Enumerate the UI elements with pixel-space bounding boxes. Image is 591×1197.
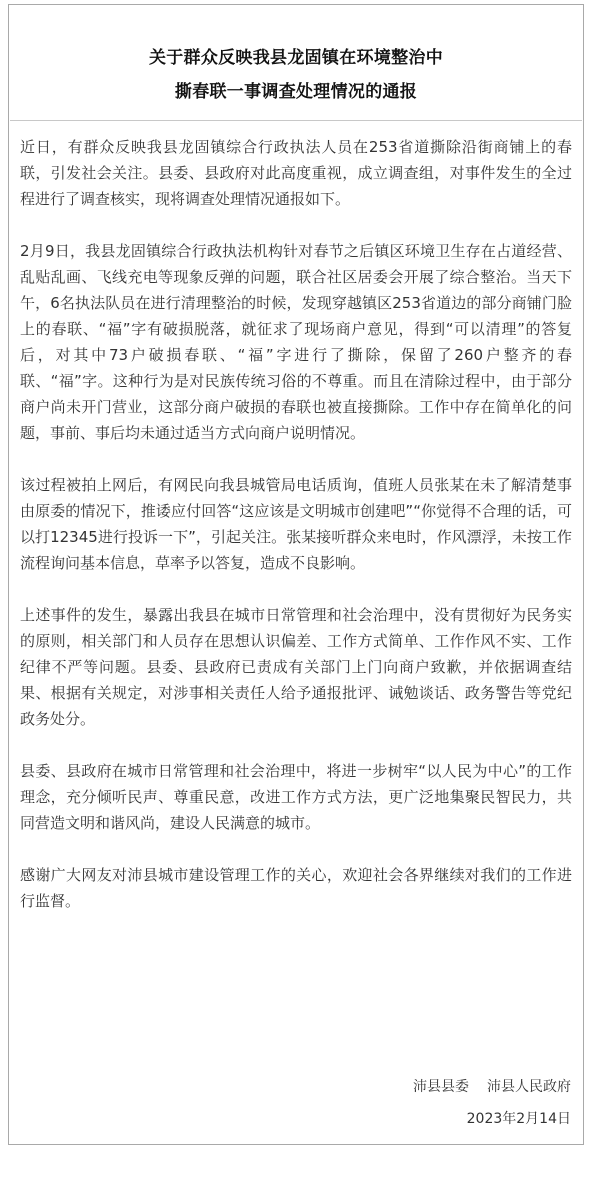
signature-org-county-government: 沛县人民政府 bbox=[487, 1079, 571, 1095]
title-line-2: 撕春联一事调查处理情况的通报 bbox=[174, 82, 418, 102]
paragraph-3: 该过程被拍上网后，有网民向我县城管局电话质询，值班人员张某在未了解清楚事由原委的情况下，推诿应付回答“这应该是文明城市创建吧”“你觉得不合理的话，可以打12345进行投诉一下”，引起关注。张某接听群众来电时，作风漂浮，未按工作流程询问基本信息，草率予以答复，造成不良影响。 bbox=[20, 476, 572, 572]
title-line-1: 关于群众反映我县龙固镇在环境整治中 bbox=[148, 48, 444, 68]
paragraph-1: 近日，有群众反映我县龙固镇综合行政执法人员在253省道撕除沿街商铺上的春联，引发社会关注。县委、县政府对此高度重视，成立调查组，对事件发生的全过程进行了调查核实，现将调查处理情况通报如下。 bbox=[20, 138, 572, 208]
document-frame bbox=[8, 4, 584, 1145]
signature-block bbox=[413, 1077, 571, 1129]
document-title bbox=[9, 41, 583, 109]
paragraph-5: 县委、县政府在城市日常管理和社会治理中，将进一步树牢“以人民为中心”的工作理念，充分倾听民声、尊重民意，改进工作方式方法，更广泛地集聚民智民力，共同营造文明和谐风尚，建设人民满意的城市。 bbox=[20, 762, 572, 832]
document-body bbox=[20, 134, 572, 940]
title-divider bbox=[10, 120, 582, 121]
signature-org-county-committee: 沛县县委 bbox=[413, 1079, 469, 1095]
signature-date: 2023年2月14日 bbox=[466, 1111, 571, 1127]
paragraph-6: 感谢广大网友对沛县城市建设管理工作的关心，欢迎社会各界继续对我们的工作进行监督。 bbox=[20, 866, 572, 910]
paragraph-4: 上述事件的发生，暴露出我县在城市日常管理和社会治理中，没有贯彻好为民务实的原则，相关部门和人员存在思想认识偏差、工作方式简单、工作作风不实、工作纪律不严等问题。县委、县政府已责成有关部门上门向商户致歉，并依据调查结果、根据有关规定，对涉事相关责任人给予通报批评、诫勉谈话、政务警告等党纪政务处分。 bbox=[20, 606, 572, 728]
signature-orgs bbox=[413, 1077, 571, 1097]
paragraph-2: 2月9日，我县龙固镇综合行政执法机构针对春节之后镇区环境卫生存在占道经营、乱贴乱画、飞线充电等现象反弹的问题，联合社区居委会开展了综合整治。当天下午，6名执法队员在进行清理整治的时候，发现穿越镇区253省道边的部分商铺门脸上的春联、“福”字有破损脱落，就征求了现场商户意见，得到“可以清理”的答复后，对其中73户破损春联、“福”字进行了撕除，保留了260户整齐的春联、“福”字。这种行为是对民族传统习俗的不尊重。而且在清除过程中，由于部分商户尚未开门营业，这部分商户破损的春联也被直接撕除。工作中存在简单化的问题，事前、事后均未通过适当方式向商户说明情况。 bbox=[20, 242, 572, 442]
